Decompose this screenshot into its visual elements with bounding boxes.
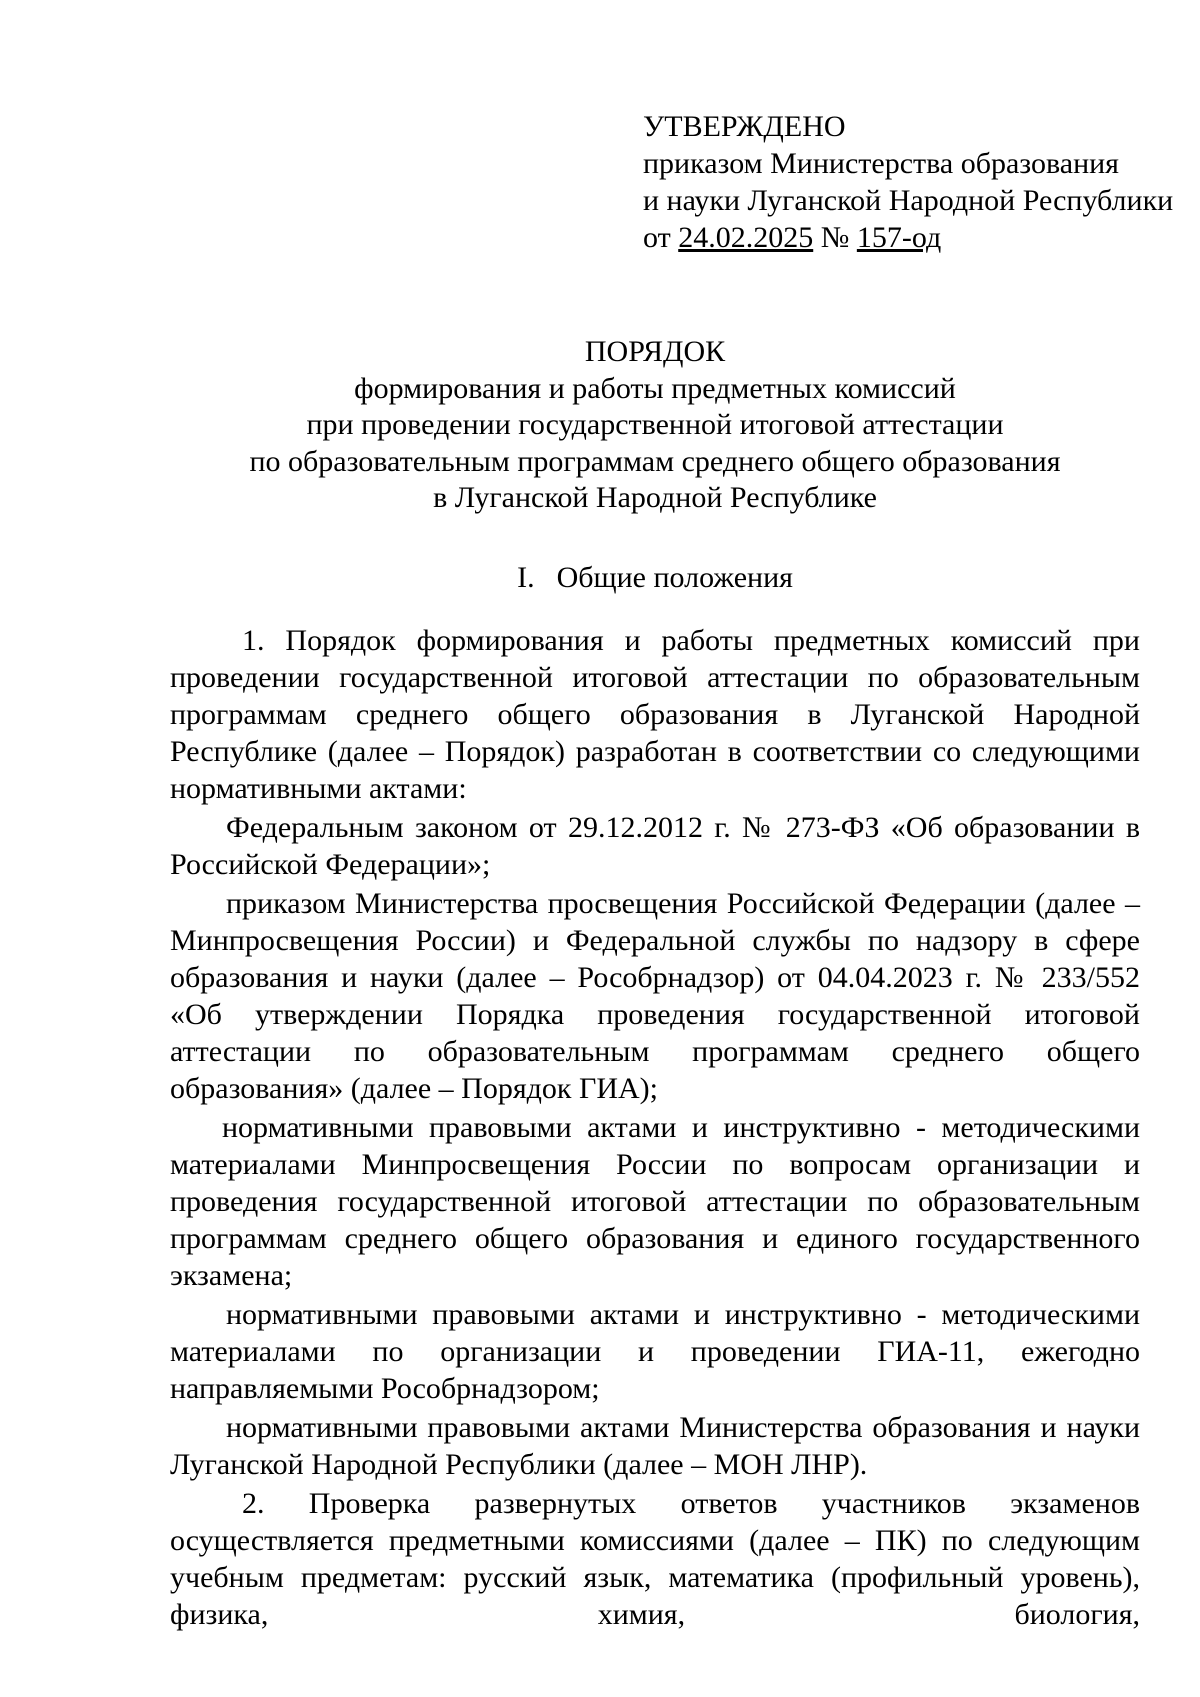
approval-date-prefix: от bbox=[643, 221, 679, 254]
paragraph: нормативными правовыми актами и инструктивно - методическими материалами по организации и проведении ГИА-11, ежегодно направляемыми Рособрнадзором; bbox=[170, 1298, 1140, 1405]
document-subtitle-line: в Луганской Народной Республике bbox=[433, 481, 877, 514]
approval-heading: УТВЕРЖДЕНО bbox=[643, 110, 846, 143]
section-number: I. bbox=[517, 561, 535, 594]
document-subtitle-line: по образовательным программам среднего общего образования bbox=[249, 444, 1061, 478]
approval-number-prefix: № bbox=[813, 221, 857, 254]
section-heading bbox=[170, 560, 1140, 596]
approval-date: 24.02.2025 bbox=[678, 221, 814, 254]
document-subtitle-line: при проведении государственной итоговой аттестации bbox=[306, 408, 1004, 441]
approval-order-line: приказом Министерства образования bbox=[643, 147, 1119, 180]
paragraph: нормативными правовыми актами Министерства образования и науки Луганской Народной Республики (далее – МОН ЛНР). bbox=[170, 1411, 1140, 1481]
document-title-block bbox=[170, 334, 1140, 517]
approval-date-line bbox=[643, 219, 1163, 256]
approval-ministry-line: и науки Луганской Народной Республики bbox=[643, 184, 1174, 217]
paragraph: 1. Порядок формирования и работы предметных комиссий при проведении государственной итоговой аттестации по образовательным программам среднего общего образования в Луганской Народной Республике (далее – Порядок) разработан в соответствии со следующими нормативными актами: bbox=[170, 624, 1140, 805]
approval-stamp bbox=[643, 108, 1174, 256]
document-body bbox=[170, 622, 1140, 1635]
section-title: Общие положения bbox=[556, 561, 793, 594]
approval-number: 157-од bbox=[856, 221, 942, 254]
paragraph: нормативными правовыми актами и инструктивно - методическими материалами Минпросвещения России по вопросам организации и проведения государственной итоговой аттестации по образовательным программам среднего общего образования и единого государственного экзамена; bbox=[170, 1111, 1140, 1292]
paragraph: 2. Проверка развернутых ответов участников экзаменов осуществляется предметными комиссиями (далее – ПК) по следующим учебным предметам: русский язык, математика (профильный уровень), физика, химия, биология, bbox=[170, 1487, 1140, 1631]
paragraph: Федеральным законом от 29.12.2012 г. № 273-ФЗ «Об образовании в Российской Федерации»; bbox=[170, 811, 1140, 881]
document-title: ПОРЯДОК bbox=[584, 335, 726, 368]
paragraph: приказом Министерства просвещения Российской Федерации (далее – Минпросвещения России) и Федеральной службы по надзору в сфере образования и науки (далее – Рособрнадзор) от 04.04.2023 г. № 233/552 «Об утверждении Порядка проведения государственной итоговой аттестации по образовательным программам среднего общего образования» (далее – Порядок ГИА); bbox=[170, 887, 1140, 1105]
document-subtitle-line: формирования и работы предметных комиссий bbox=[354, 371, 956, 405]
